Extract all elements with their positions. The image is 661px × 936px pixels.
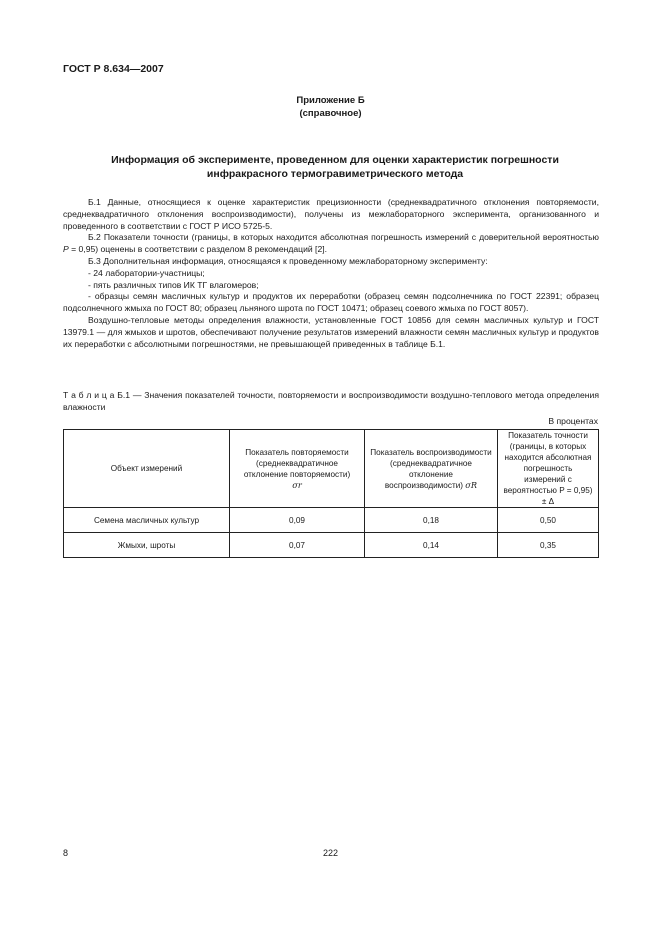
heading-line-1: Информация об эксперименте, проведенном для оценки характеристик погрешности	[111, 154, 559, 166]
cell-reproducibility: 0,18	[365, 508, 498, 533]
sigma-R-symbol: σR	[465, 479, 478, 490]
table-caption: Т а б л и ц а Б.1 — Значения показателей точности, повторяемости и воспроизводимости воздушно-теплового метода определения влажности	[63, 390, 599, 412]
b2-text-1: Б.2 Показатели точности (границы, в которых находится абсолютная погрешность измерений с доверительной вероятностью	[88, 232, 599, 243]
data-table	[63, 429, 599, 558]
header-object: Объект измерений	[64, 430, 230, 508]
section-heading	[70, 153, 600, 181]
header-reproducibility: Показатель воспроизводимости (среднеквадратичное отклонение воспроизводимости) σR	[365, 430, 498, 508]
cell-repeatability: 0,09	[230, 508, 365, 533]
paragraph-b3: Б.3 Дополнительная информация, относящаяся к проведенному межлабораторному эксперименту:	[88, 255, 488, 266]
list-item: - пять различных типов ИК ТГ влагомеров;	[88, 279, 259, 290]
paragraph-final: Воздушно-тепловые методы определения влажности, установленные ГОСТ 10856 для семян масличных культур и ГОСТ 13979.1 — для жмыхов и шротов, обеспечивают получение результатов измерений влажности семян масличных культур и продуктов их переработки с абсолютными погрешностями, не превышающей приведенных в таблице Б.1.	[63, 314, 599, 349]
table-row	[64, 533, 599, 558]
cell-accuracy: 0,35	[498, 533, 599, 558]
body-text	[63, 197, 599, 350]
heading-line-2: инфракрасного термогравиметрического метода	[206, 168, 464, 180]
accuracy-symbol: P = 0,95) ± Δ	[541, 486, 593, 506]
cell-repeatability: 0,07	[230, 533, 365, 558]
b2-text-2: = 0,95) оценены в соответствии с разделом 8 рекомендаций [2].	[68, 244, 327, 255]
header-accuracy: Показатель точности (границы, в которых находится абсолютная погрешность измерений с вероятностью P = 0,95) ± Δ	[498, 430, 599, 508]
sigma-r-symbol: σr	[292, 479, 302, 490]
appendix-type: (справочное)	[299, 108, 362, 119]
cell-object: Семена масличных культур	[64, 508, 230, 533]
header-repeatability: Показатель повторяемости (среднеквадратичное отклонение повторяемости) σr	[230, 430, 365, 508]
cell-accuracy: 0,50	[498, 508, 599, 533]
paragraph-b1: Б.1 Данные, относящиеся к оценке характеристик прецизионности (среднеквадратичного отклонения повторяемости, среднеквадратичного отклонения воспроизводимости), получены из межлабораторного эксперимента, организованного и проведенного в соответствии с ГОСТ Р ИСО 5725-5.	[63, 197, 599, 231]
table-unit: В процентах	[548, 416, 598, 426]
page-number-left: 8	[63, 848, 69, 858]
standard-number: ГОСТ Р 8.634—2007	[63, 63, 164, 75]
cell-object: Жмыхи, шроты	[64, 533, 230, 558]
table-header-row	[64, 430, 599, 508]
paragraph-b2	[63, 232, 599, 256]
appendix-label	[0, 94, 661, 120]
table-row	[64, 508, 599, 533]
list-item: - 24 лаборатории-участницы;	[88, 267, 205, 278]
cell-reproducibility: 0,14	[365, 533, 498, 558]
b2-symbol: P	[63, 244, 69, 255]
page-number-center: 222	[322, 848, 339, 858]
list-item: - образцы семян масличных культур и продуктов их переработки (образец семян подсолнечника по ГОСТ 22391; образец подсолнечного жмыха по ГОСТ 80; образец льняного шрота по ГОСТ 10471; образец соевого жмыха по ГОСТ 8057).	[63, 291, 599, 314]
appendix-title: Приложение Б	[296, 95, 365, 106]
